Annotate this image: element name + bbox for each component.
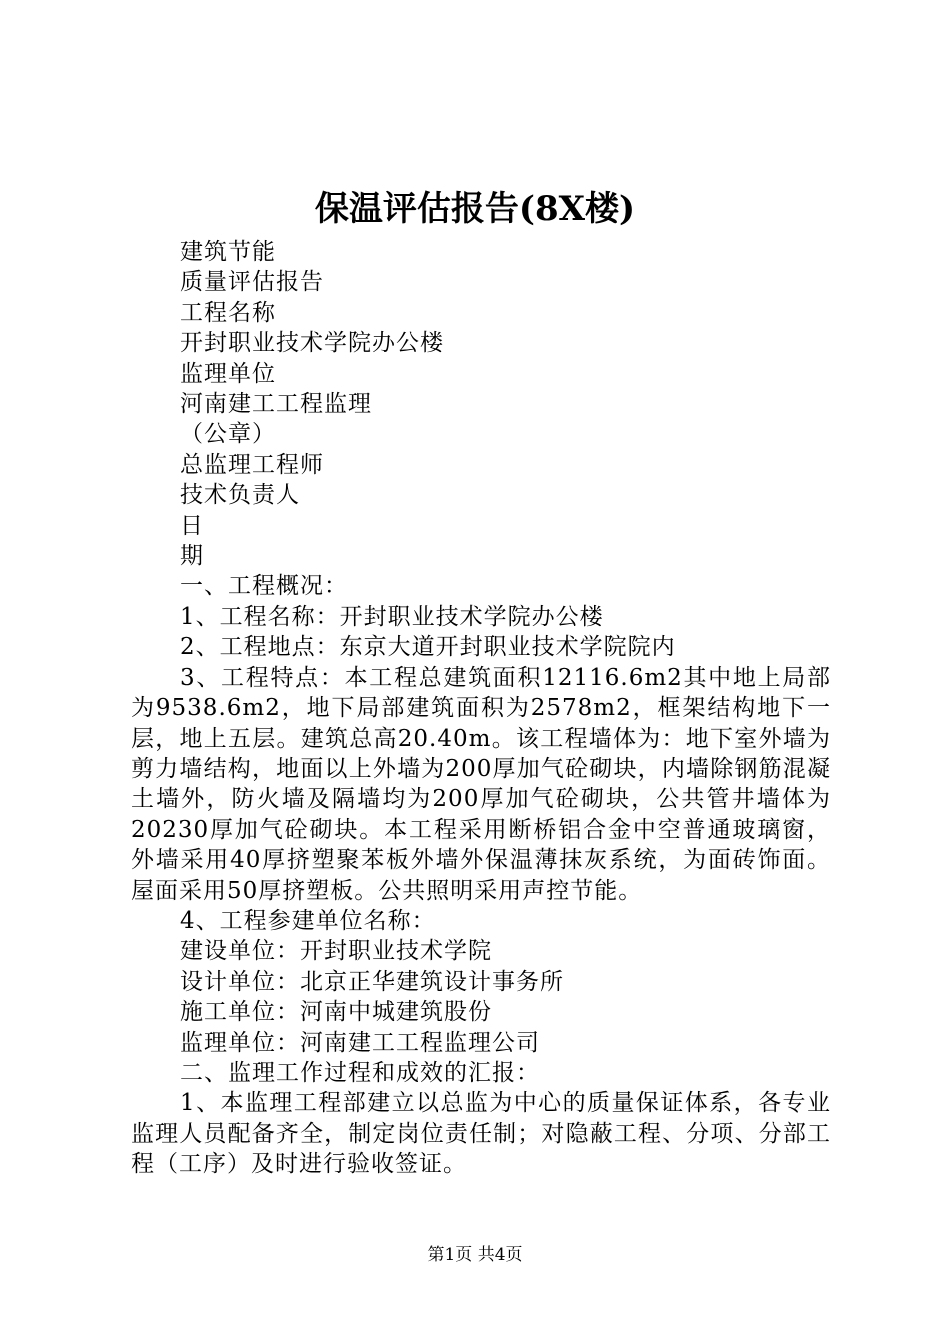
text-line: 监理单位：河南建工工程监理公司 [180,1029,540,1056]
text-line: 工程名称 [180,299,276,326]
page-footer: 第1页 共4页 [427,1245,523,1265]
section-heading: 一、工程概况： [180,573,348,600]
text-line: 开封职业技术学院办公楼 [180,330,444,357]
text-line: 建筑节能 [180,239,276,265]
text-line: 1、工程名称：开封职业技术学院办公楼 [180,603,604,630]
paragraph-features: 3、工程特点：本工程总建筑面积12116.6m2其中地上局部为9538.6m2，地下局部建筑面积为2578m2，框架结构地下一层，地上五层。建筑总高20.40m。该工程墙体为：地下室外墙为剪力墙结构，地面以上外墙为200厚加气砼砌块，内墙除钢筋混凝土墙外，防火墙及隔墙均为200厚加气砼砌块，公共管井墙体为20230厚加气砼砌块。本工程采用断桥铝合金中空普通玻璃窗，外墙采用40厚挤塑聚苯板外墙外保温薄抹灰系统，为面砖饰面。屋面采用50厚挤塑板。公共照明采用声控节能。 [131,664,831,904]
text-line: 质量评估报告 [180,269,324,296]
text-line: （公章） [180,421,276,448]
paragraph-supervision: 1、本监理工程部建立以总监为中心的质量保证体系，各专业监理人员配备齐全，制定岗位责任制；对隐蔽工程、分项、分部工程（工序）及时进行验收签证。 [131,1090,831,1178]
text-line: 施工单位：河南中城建筑股份 [180,999,492,1026]
text-line: 技术负责人 [180,482,300,509]
document-title: 保温评估报告(8X楼) [314,189,636,229]
text-line: 河南建工工程监理 [180,391,372,418]
text-line: 4、工程参建单位名称： [180,907,436,934]
text-line: 建设单位：开封职业技术学院 [180,938,492,965]
text-line: 设计单位：北京正华建筑设计事务所 [180,968,564,995]
text-line: 2、工程地点：东京大道开封职业技术学院院内 [180,634,676,661]
text-line: 日 [180,512,204,539]
document-body [131,237,831,1180]
text-line: 总监理工程师 [180,451,324,478]
text-line: 监理单位 [180,360,276,387]
text-line: 期 [180,543,204,570]
section-heading: 二、监理工作过程和成效的汇报： [180,1059,540,1086]
